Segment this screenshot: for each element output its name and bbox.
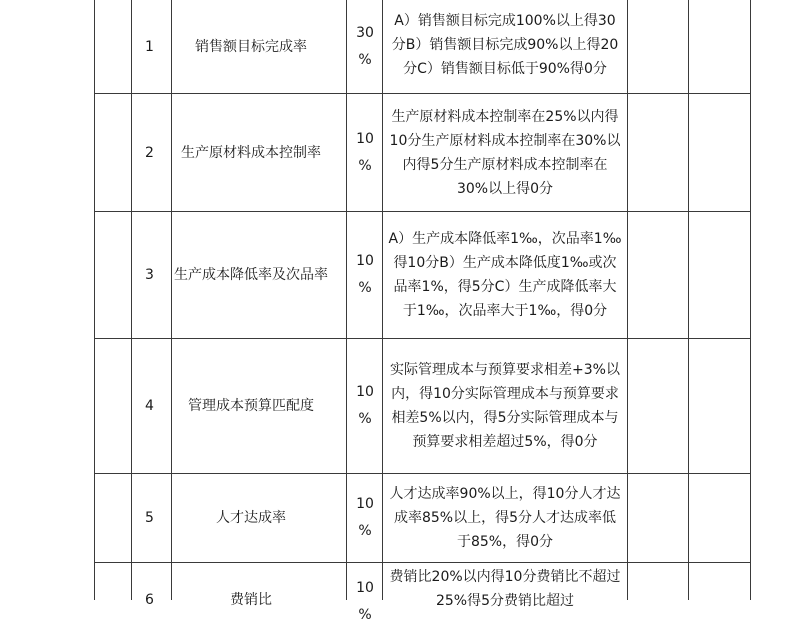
row-number: 4 bbox=[145, 398, 154, 414]
scoring-criteria: 实际管理成本与预算要求相差+3%以内，得10分实际管理成本与预算要求相差5%以内，得5分实际管理成本与预算要求相差超过5%，得0分 bbox=[390, 362, 620, 450]
indicator-name: 人才达成率 bbox=[216, 510, 286, 526]
column-divider bbox=[688, 0, 689, 600]
row-number: 1 bbox=[145, 38, 154, 55]
weight-unit: % bbox=[358, 411, 372, 427]
row-number: 3 bbox=[145, 267, 154, 283]
weight-value: 10 bbox=[356, 580, 374, 596]
weight-unit: % bbox=[358, 280, 372, 296]
weight-unit: % bbox=[358, 523, 372, 539]
weight-unit: % bbox=[358, 157, 372, 174]
weight-unit: % bbox=[358, 607, 372, 623]
scoring-criteria: 费销比20%以内得10分费销比不超过25%得5分费销比超过 bbox=[389, 569, 621, 609]
column-divider bbox=[346, 0, 347, 600]
row-number: 2 bbox=[145, 144, 154, 161]
weight-value: 10 bbox=[356, 253, 374, 269]
weight-value: 10 bbox=[356, 384, 374, 400]
indicator-name: 管理成本预算匹配度 bbox=[188, 398, 314, 414]
weight-cell bbox=[348, 94, 382, 211]
weight-value: 30 bbox=[356, 24, 374, 41]
weight-value: 10 bbox=[356, 130, 374, 147]
indicator-name: 销售额目标完成率 bbox=[195, 38, 307, 55]
row-number: 6 bbox=[145, 592, 154, 608]
scoring-criteria: 人才达成率90%以上，得10分人才达成率85%以上，得5分人才达成率低于85%，得0分 bbox=[389, 486, 621, 550]
indicator-name: 生产原材料成本控制率 bbox=[181, 144, 321, 161]
weight-cell bbox=[348, 339, 382, 473]
indicator-name: 生产成本降低率及次品率 bbox=[174, 267, 328, 283]
scoring-criteria: A）销售额目标完成100%以上得30分B）销售额目标完成90%以上得20分C）销售额目标低于90%得0分 bbox=[391, 12, 619, 77]
table-border-right bbox=[750, 0, 751, 600]
weight-cell bbox=[348, 474, 382, 562]
weight-cell bbox=[348, 0, 382, 93]
row-number: 5 bbox=[145, 510, 154, 526]
column-divider bbox=[627, 0, 628, 600]
indicator-name: 费销比 bbox=[230, 592, 272, 608]
scoring-criteria: 生产原材料成本控制率在25%以内得10分生产原材料成本控制率在30%以内得5分生产原材料成本控制率在30%以上得0分 bbox=[389, 108, 621, 197]
weight-value: 10 bbox=[356, 496, 374, 512]
scoring-criteria: A）生产成本降低率1‰，次品率1‰得10分B）生产成本降低度1‰或次品率1%，得5分C）生产成降低率大于1‰，次品率大于1‰，得0分 bbox=[388, 231, 622, 319]
weight-cell bbox=[348, 212, 382, 338]
weight-unit: % bbox=[358, 51, 372, 68]
weight-cell bbox=[348, 563, 382, 637]
